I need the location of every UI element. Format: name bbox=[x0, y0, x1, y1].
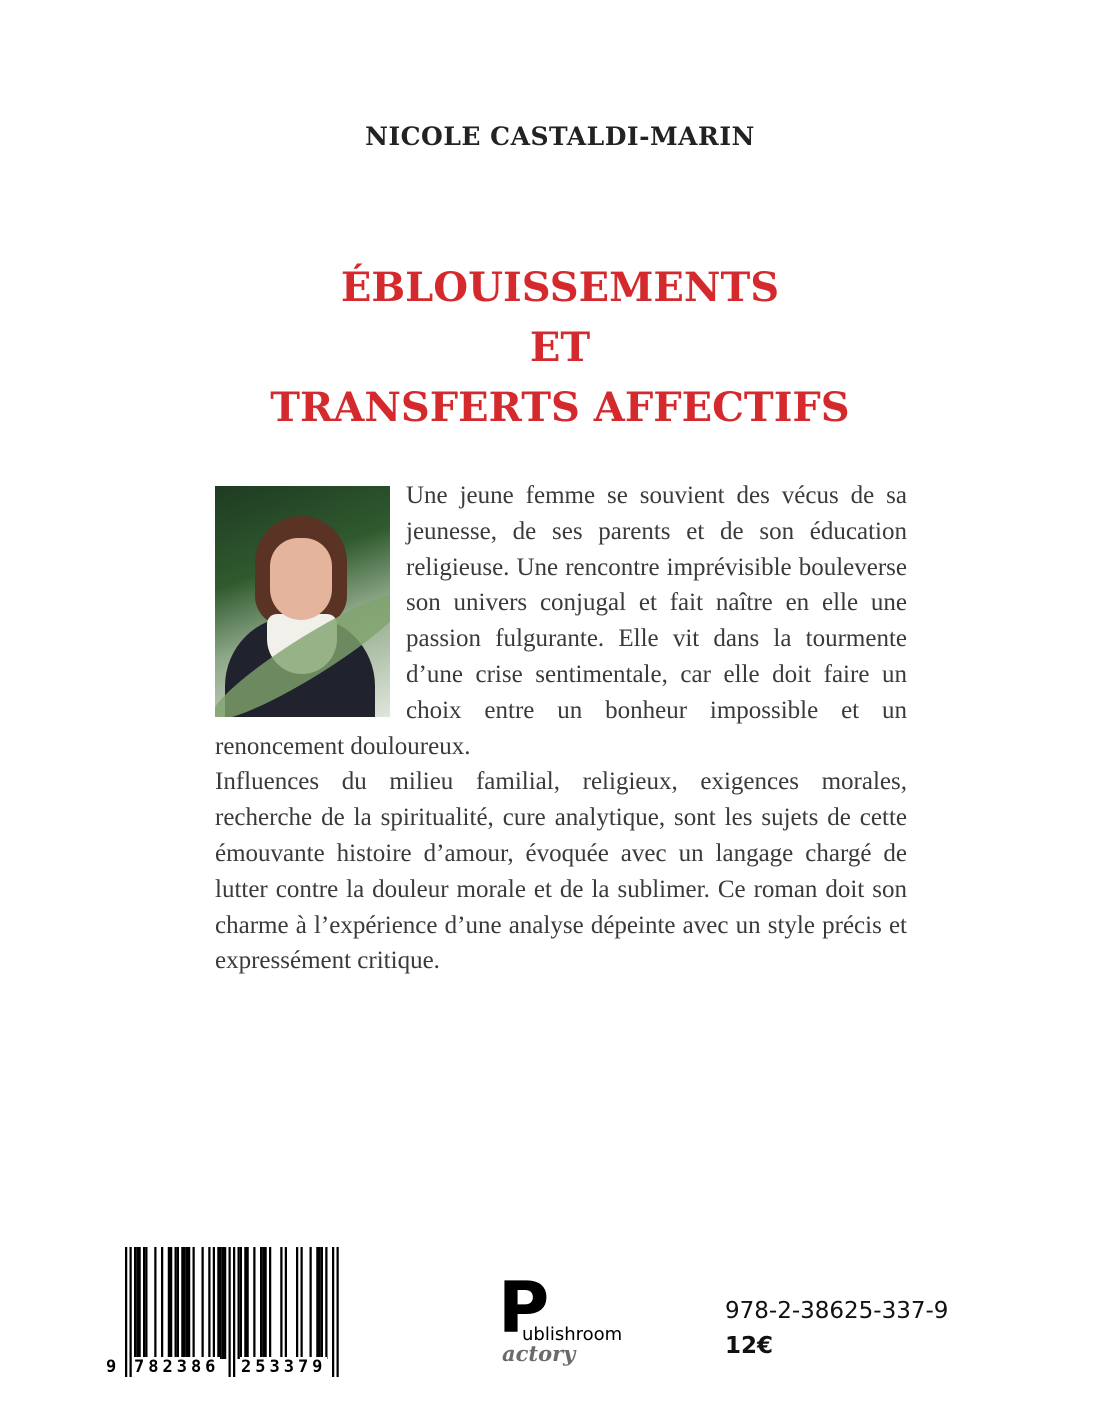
barcode-bar bbox=[161, 1247, 163, 1359]
book-title bbox=[0, 258, 1100, 438]
barcode-bar bbox=[181, 1247, 183, 1359]
barcode-digits-left: 782386 bbox=[134, 1357, 220, 1377]
barcode-bar bbox=[170, 1247, 172, 1359]
barcode-bar bbox=[220, 1247, 222, 1359]
price: 12€ bbox=[725, 1333, 774, 1359]
author-name: NICOLE CASTALDI-MARIN bbox=[365, 122, 755, 151]
barcode-bar bbox=[316, 1247, 318, 1359]
barcode-bar bbox=[285, 1247, 287, 1359]
barcode-bar bbox=[269, 1247, 271, 1359]
barcode-bar bbox=[184, 1247, 186, 1359]
barcode-bar bbox=[262, 1247, 264, 1359]
barcode-bar bbox=[188, 1247, 190, 1359]
barcode-bar bbox=[134, 1247, 136, 1359]
barcode-bar bbox=[301, 1247, 303, 1359]
barcode-bar bbox=[247, 1247, 249, 1359]
publisher-logo: P ublishroom actory bbox=[498, 1267, 623, 1366]
blurb-paragraph: Une jeune femme se souvient des vécus de sa jeunesse, de ses parents et de son éducation religieuse. Une rencontre imprévisible bouleverse son univers conjugal et fait naître en elle une passion fulgurante. Elle vit dans la tourmente d’une crise sentimentale, car elle doit faire un choix entre un bonheur impossible et un renoncement douloureux. bbox=[215, 482, 907, 760]
barcode-bar bbox=[168, 1247, 170, 1359]
barcode-bar bbox=[253, 1247, 255, 1359]
barcode-bar bbox=[310, 1247, 312, 1359]
barcode-bar bbox=[208, 1247, 210, 1359]
barcode-bar bbox=[136, 1247, 138, 1359]
barcode-bar bbox=[222, 1247, 224, 1359]
barcode-bar bbox=[186, 1247, 188, 1359]
barcode-digits-right: 253379 bbox=[241, 1357, 327, 1377]
barcode-bar bbox=[265, 1247, 267, 1359]
barcode-bar bbox=[202, 1247, 204, 1359]
barcode-bar bbox=[238, 1247, 240, 1359]
title-line: ÉBLOUISSEMENTS bbox=[340, 264, 780, 311]
barcode-bar bbox=[244, 1247, 246, 1359]
barcode-bar bbox=[319, 1247, 321, 1359]
isbn-number: 978-2-38625-337-9 bbox=[725, 1298, 949, 1324]
barcode-bar bbox=[177, 1247, 179, 1359]
barcode-bar bbox=[321, 1247, 323, 1359]
barcode-bar bbox=[143, 1247, 145, 1359]
barcode-bar bbox=[296, 1247, 298, 1359]
title-line: TRANSFERTS AFFECTIFS bbox=[270, 384, 850, 431]
barcode-bar bbox=[260, 1247, 262, 1359]
title-line: ET bbox=[529, 324, 591, 371]
barcode-bar bbox=[213, 1247, 215, 1359]
barcode-bar bbox=[193, 1247, 195, 1359]
isbn-barcode bbox=[105, 1247, 350, 1377]
barcode-bar bbox=[154, 1247, 156, 1359]
blurb bbox=[215, 478, 907, 979]
blurb-paragraph: Influences du milieu familial, religieux, exigences morales, recherche de la spiritualité, cure analytique, sont les sujets de cette émouvante histoire d’amour, évoquée avec un langage chargé de lutter contre la douleur morale et de la sublimer. Ce roman doit son charme à l’expérience d’une analyse dépeinte avec un style précis et expressément critique. bbox=[215, 768, 907, 975]
barcode-bar bbox=[240, 1247, 242, 1359]
barcode-bar bbox=[325, 1247, 327, 1359]
barcode-bar bbox=[224, 1247, 226, 1359]
barcode-digit-first: 9 bbox=[106, 1357, 121, 1377]
barcode-bar bbox=[217, 1247, 219, 1359]
barcode-bar bbox=[175, 1247, 177, 1359]
barcode-bar bbox=[145, 1247, 147, 1359]
author-photo bbox=[215, 486, 390, 717]
barcode-bar bbox=[280, 1247, 282, 1359]
barcode-bar bbox=[139, 1247, 141, 1359]
